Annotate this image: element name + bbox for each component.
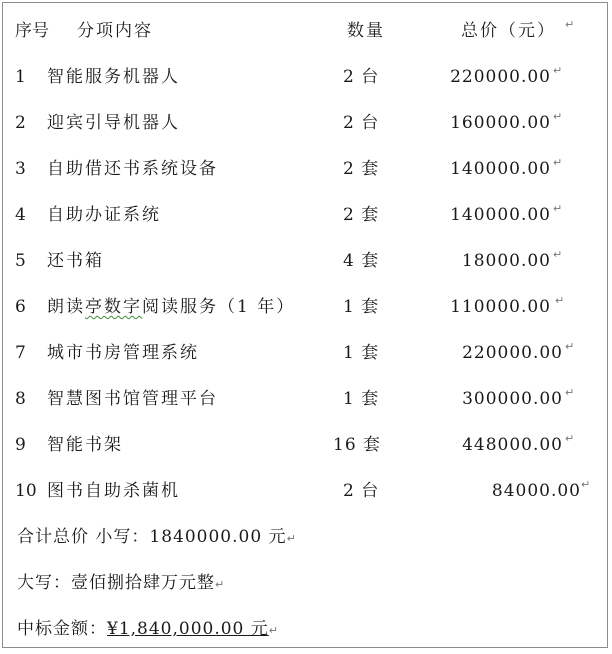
row-name: 城市书房管理系统 <box>47 343 199 363</box>
paragraph-mark-icon: ↵ <box>553 202 563 215</box>
row-price: 300000.00 <box>462 389 563 409</box>
table-row <box>3 111 609 135</box>
row-name: 智能服务机器人 <box>47 67 180 87</box>
paragraph-mark-icon: ↵ <box>553 110 563 123</box>
row-qty: 16 套 <box>333 435 382 455</box>
row-price: 84000.00 <box>491 481 581 501</box>
row-price: 110000.00 <box>450 297 551 317</box>
bid-amount: ¥1,840,000.00 元 <box>107 619 269 639</box>
row-price: 220000.00 <box>450 67 551 87</box>
paragraph-mark-icon: ↵ <box>553 248 563 261</box>
table-row <box>3 433 609 457</box>
row-name: 自助办证系统 <box>47 205 161 225</box>
row-name: 还书箱 <box>47 251 104 271</box>
row-name <box>47 295 295 319</box>
row-price: 140000.00 <box>450 159 551 179</box>
row-num: 2 <box>15 113 26 133</box>
row-name: 智慧图书馆管理平台 <box>47 389 218 409</box>
total-big: 大写：壹佰捌拾肆万元整 <box>17 573 215 593</box>
row-num: 5 <box>15 251 26 271</box>
row-num: 1 <box>15 67 26 87</box>
row-price: 140000.00 <box>450 205 551 225</box>
table-row <box>3 249 609 273</box>
paragraph-mark-icon: ↵ <box>286 532 297 545</box>
paragraph-mark-icon: ↵ <box>565 386 575 399</box>
row-name: 自助借还书系统设备 <box>47 159 218 179</box>
spellcheck-marked-text: 亭数字 <box>85 297 142 317</box>
paragraph-mark-icon: ↵ <box>553 64 563 77</box>
row-num: 4 <box>15 205 26 225</box>
bid-label: 中标金额： <box>17 619 107 639</box>
table-row <box>3 387 609 411</box>
paragraph-mark-icon: ↵ <box>565 340 575 353</box>
row-num: 8 <box>15 389 26 409</box>
paragraph-mark-icon: ↵ <box>565 18 575 31</box>
row-num: 9 <box>15 435 26 455</box>
paragraph-mark-icon: ↵ <box>581 478 591 491</box>
row-qty: 2 台 <box>343 481 380 501</box>
row-qty: 2 台 <box>343 67 380 87</box>
paragraph-mark-icon: ↵ <box>555 294 565 307</box>
row-qty: 2 套 <box>343 205 380 225</box>
row-price: 220000.00 <box>462 343 563 363</box>
row-price: 18000.00 <box>461 251 551 271</box>
row-num: 10 <box>15 481 37 501</box>
row-qty: 1 套 <box>343 297 380 317</box>
row-qty: 2 台 <box>343 113 380 133</box>
table-header <box>3 19 609 43</box>
header-price: 总价（元） <box>461 21 556 41</box>
header-qty: 数量 <box>347 21 385 41</box>
row-price: 448000.00 <box>462 435 563 455</box>
table-row <box>3 341 609 365</box>
paragraph-mark-icon: ↵ <box>268 624 279 637</box>
total-big-line <box>17 571 225 595</box>
paragraph-mark-icon: ↵ <box>215 578 226 591</box>
price-table <box>2 2 608 648</box>
row-num: 3 <box>15 159 26 179</box>
table-row <box>3 479 609 503</box>
table-row <box>3 203 609 227</box>
row-qty: 1 套 <box>343 343 380 363</box>
row-num: 7 <box>15 343 26 363</box>
total-small: 合计总价 小写：1840000.00 元 <box>17 527 287 547</box>
row-name-part: 阅读服务（1 年） <box>142 297 296 317</box>
paragraph-mark-icon: ↵ <box>565 432 575 445</box>
row-name-part: 朗读 <box>47 297 85 317</box>
header-seq: 序号 <box>15 21 49 41</box>
bid-amount-line <box>17 617 279 641</box>
row-qty: 4 套 <box>343 251 380 271</box>
row-name: 图书自助杀菌机 <box>47 481 180 501</box>
table-row <box>3 157 609 181</box>
paragraph-mark-icon: ↵ <box>553 156 563 169</box>
row-name: 迎宾引导机器人 <box>47 113 180 133</box>
header-item: 分项内容 <box>77 21 153 41</box>
row-name: 智能书架 <box>47 435 123 455</box>
total-small-line <box>17 525 297 549</box>
row-qty: 2 套 <box>343 159 380 179</box>
row-qty: 1 套 <box>343 389 380 409</box>
row-price: 160000.00 <box>450 113 551 133</box>
table-row <box>3 65 609 89</box>
table-row <box>3 295 609 319</box>
row-num: 6 <box>15 297 26 317</box>
